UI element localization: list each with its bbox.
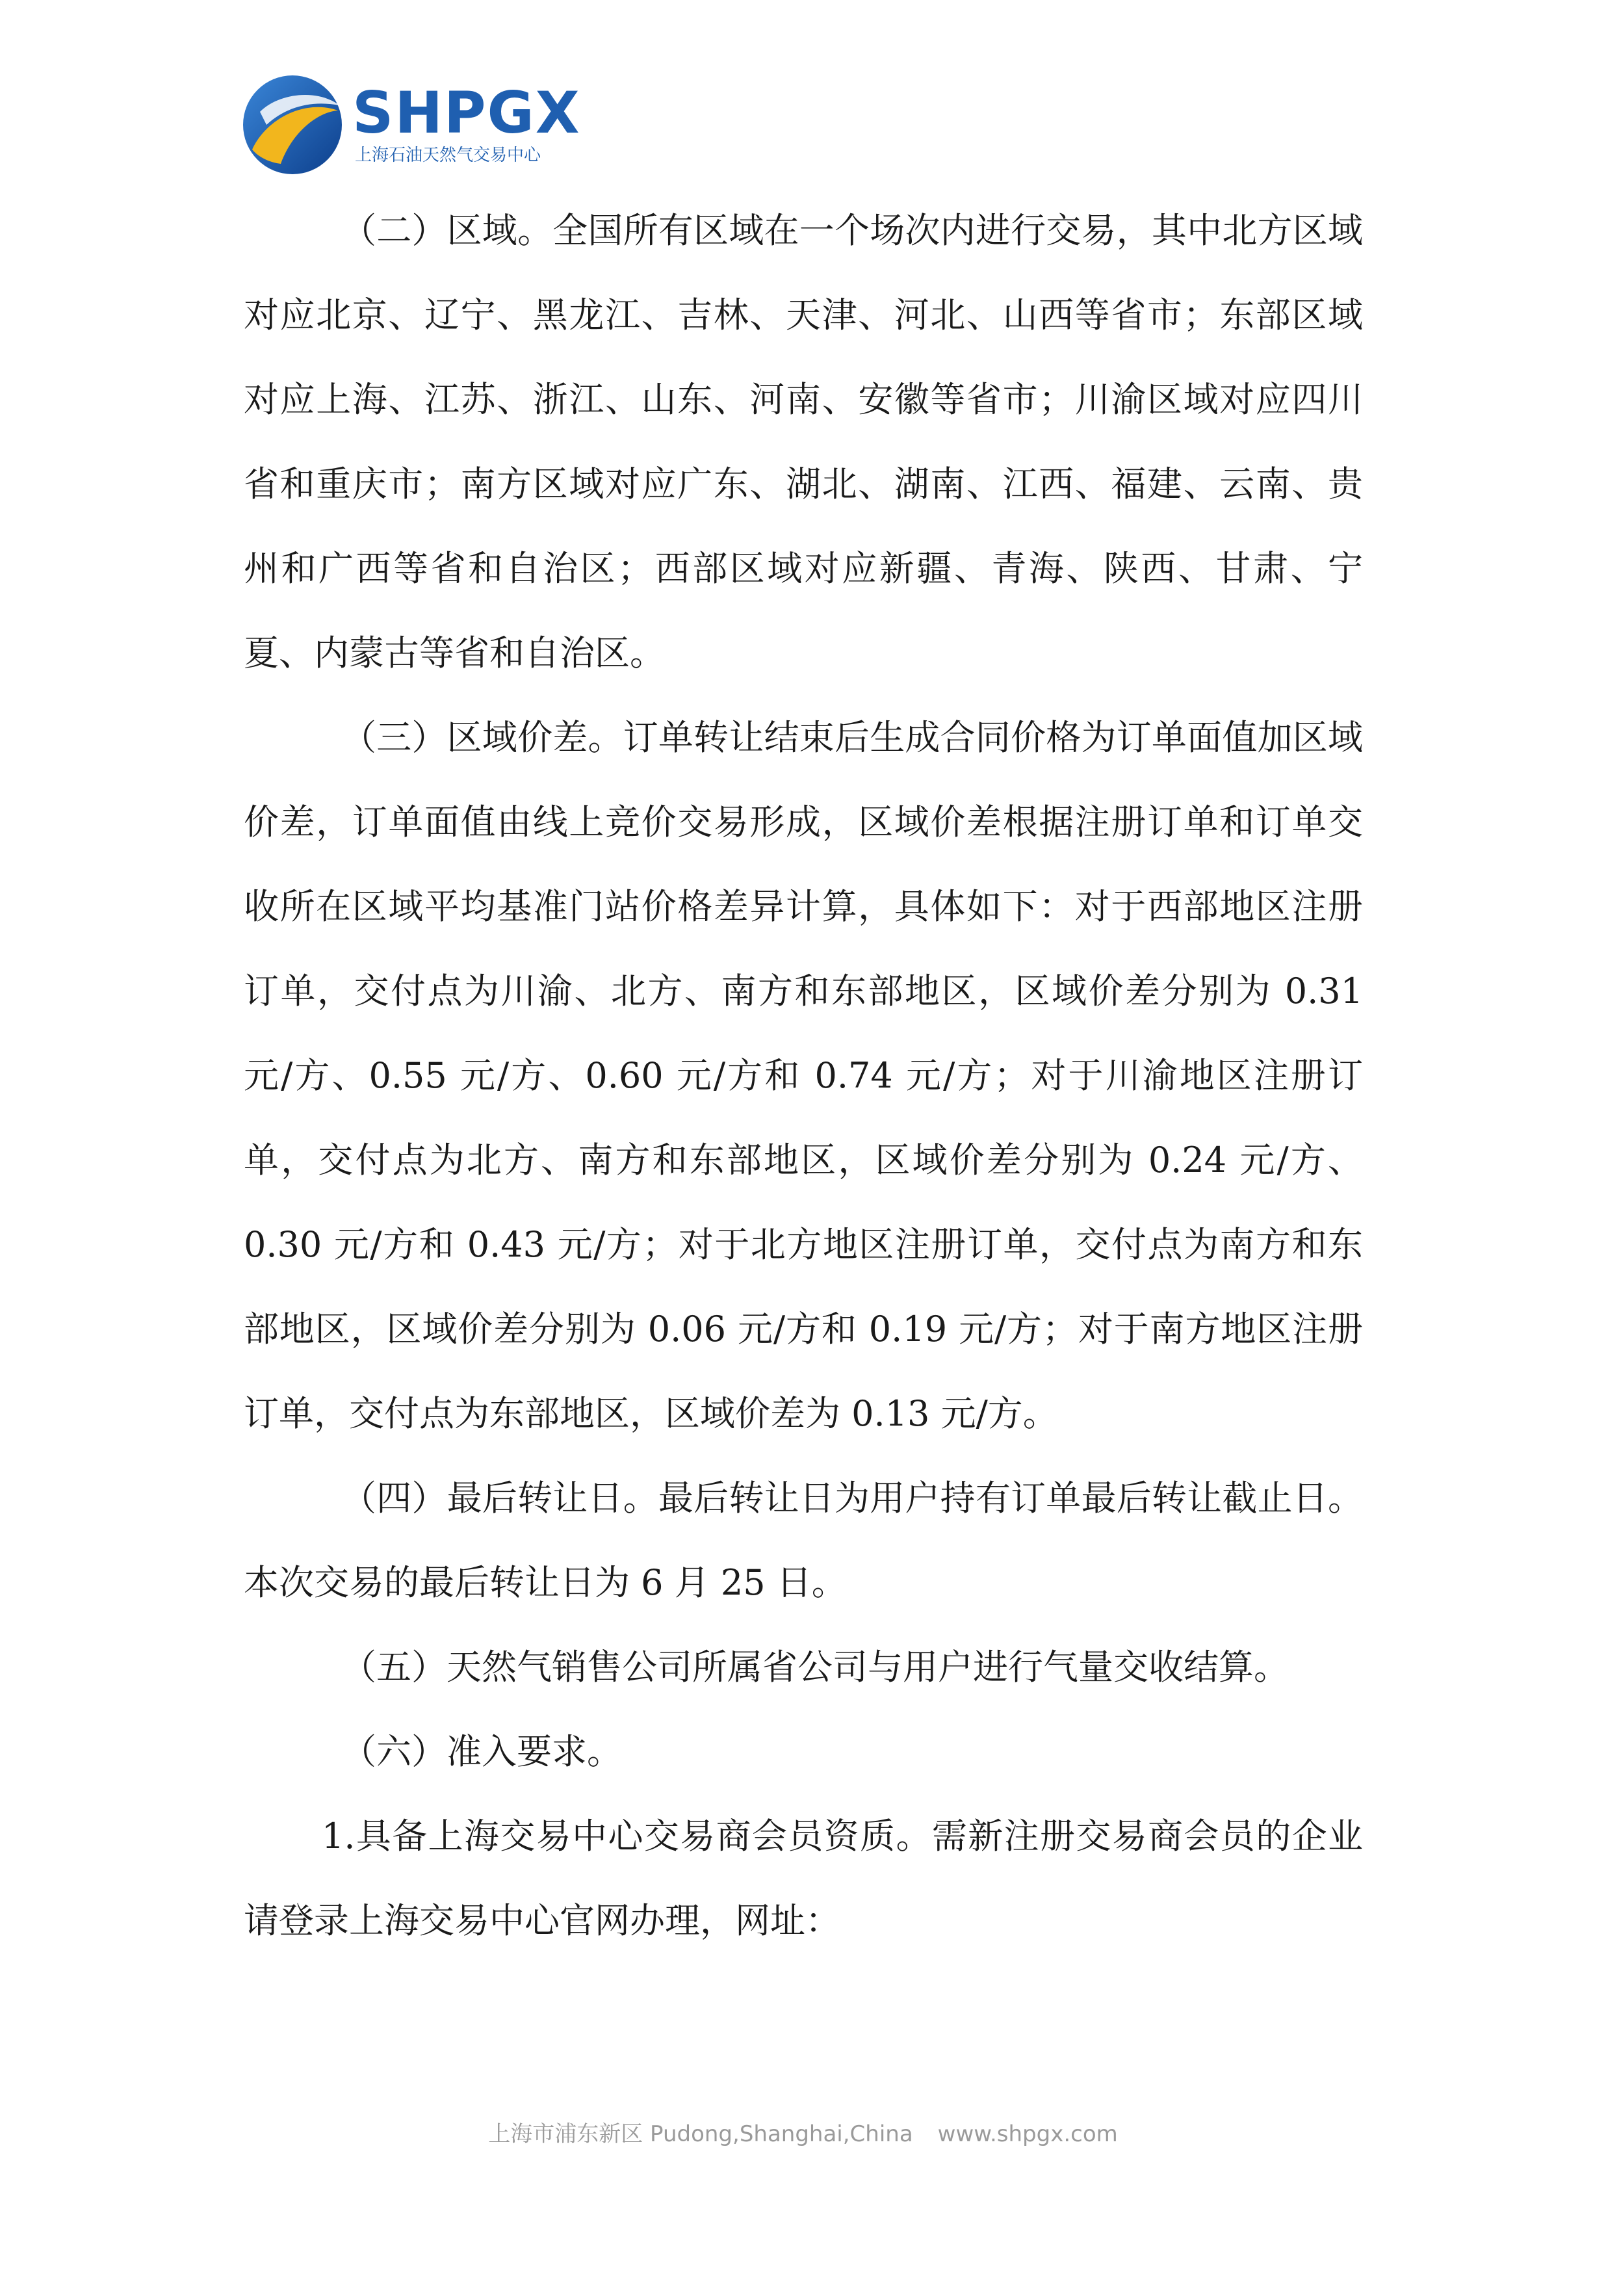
paragraph-regions: （二）区域。全国所有区域在一个场次内进行交易，其中北方区域对应北京、辽宁、黑龙江、吉林、天津、河北、山西等省市；东部区域对应上海、江苏、浙江、山东、河南、安徽等省市；川渝区域对应四川省和重庆市；南方区域对应广东、湖北、湖南、江西、福建、云南、贵州和广西等省和自治区；西部区域对应新疆、青海、陕西、甘肃、宁夏、内蒙古等省和自治区。 (244, 210, 1363, 673)
paragraph-regional-price-difference: （三）区域价差。订单转让结束后生成合同价格为订单面值加区域价差，订单面值由线上竞价交易形成，区域价差根据注册订单和订单交收所在区域平均基准门站价格差异计算，具体如下：对于西部地区注册订单，交付点为川渝、北方、南方和东部地区，区域价差分别为 0.31 元/方、0.55 元/方、0.60 元/方和 0.74 元/方；对于川渝地区注册订单，交付点为北方、南方和东部地区，区域价差分别为 0.24 元/方、0.30 元/方和 0.43 元/方；对于北方地区注册订单，交付点为南方和东部地区，区域价差分别为 0.06 元/方和 0.19 元/方；对于南方地区注册订单，交付点为东部地区，区域价差为 0.13 元/方。 (244, 717, 1363, 1434)
logo-subtitle: 上海石油天然气交易中心 (355, 146, 541, 165)
page-footer (0, 2116, 1606, 2148)
footer-website: www.shpgx.com (937, 2121, 1118, 2147)
document-body (244, 189, 1363, 1963)
paragraph-settlement: （五）天然气销售公司所属省公司与用户进行气量交收结算。 (341, 1647, 1289, 1688)
logo-name: SHPGX (352, 79, 581, 146)
shpgx-logo-icon (240, 73, 344, 177)
paragraph-access-requirements: （六）准入要求。 (341, 1731, 622, 1772)
footer-address: 上海市浦东新区 Pudong,Shanghai,China (488, 2121, 913, 2147)
paragraph-membership: 1.具备上海交易中心交易商会员资质。需新注册交易商会员的企业请登录上海交易中心官网办理，网址： (244, 1816, 1363, 1941)
paragraph-last-transfer-day: （四）最后转让日。最后转让日为用户持有订单最后转让截止日。本次交易的最后转让日为 6 月 25 日。 (244, 1478, 1363, 1603)
